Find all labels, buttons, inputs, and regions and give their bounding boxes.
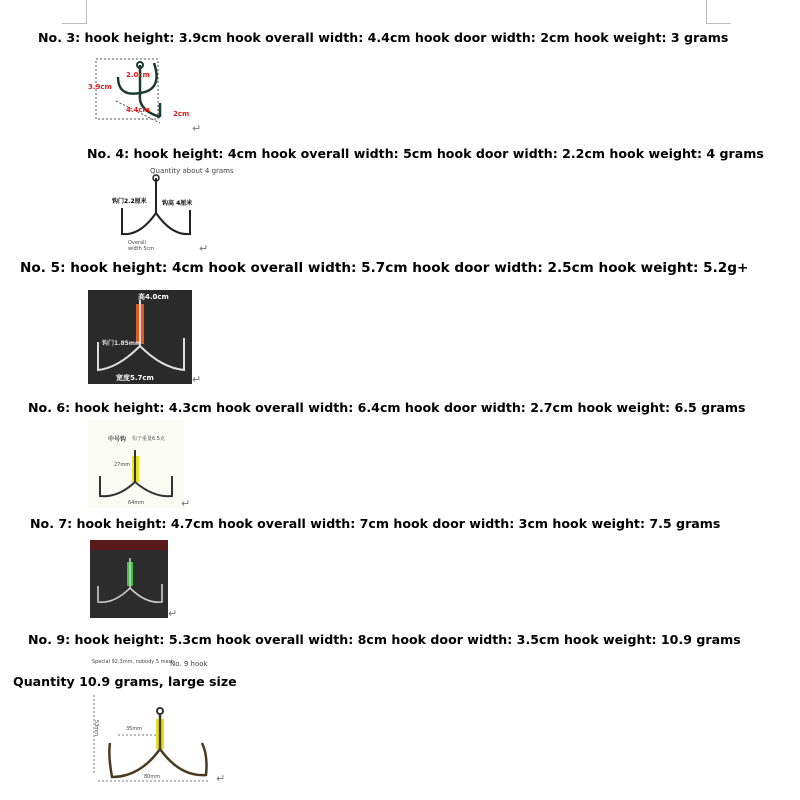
paragraph-mark: ↵: [199, 242, 209, 255]
paragraph-mark: ↵: [168, 607, 178, 620]
height-label: 高4.0cm: [138, 293, 169, 301]
hook-diagram: [88, 55, 196, 133]
height-label: 53mm: [93, 719, 100, 737]
hook-image-no3: [88, 55, 196, 133]
title-label: 中号钩: [108, 436, 127, 443]
weight-label: 钩子重量6.5克: [132, 436, 165, 442]
hook-spec-no6: No. 6: hook height: 4.3cm hook overall width: 6.4cm hook door width: 2.7cm hook weight: 6.5 grams: [28, 400, 746, 415]
hook-image-no5: [88, 290, 192, 384]
hook-diagram: [88, 420, 184, 508]
hook-spec-no7: No. 7: hook height: 4.7cm hook overall width: 7cm hook door width: 3cm hook weight: 7.5 grams: [30, 516, 721, 531]
hook-image-no4: [110, 168, 202, 252]
hook-spec-no3: No. 3: hook height: 3.9cm hook overall width: 4.4cm hook door width: 2cm hook weight: 3 grams: [38, 30, 729, 45]
weight-note: Quantity about 4 grams: [150, 167, 234, 175]
paragraph-mark: ↵: [216, 772, 226, 785]
paragraph-mark: ↵: [181, 497, 191, 510]
caption-label: Special 92.3mm, nobody 5 mesh: [92, 659, 175, 665]
height-label: 钩高 4厘米: [162, 200, 193, 207]
hook-spec-no5: No. 5: hook height: 4cm hook overall width: 5.7cm hook door width: 2.5cm hook weight: 5.2g+: [20, 260, 749, 276]
hook-diagram: [90, 540, 168, 618]
door-label: 35mm: [126, 726, 143, 732]
hook-diagram: [88, 290, 192, 384]
page-corner-mark-right: [706, 0, 731, 24]
hook-spec-no9: No. 9: hook height: 5.3cm hook overall width: 8cm hook door width: 3.5cm hook weight: 10.9 grams: [28, 632, 741, 647]
hook-spec-no4: No. 4: hook height: 4cm hook overall width: 5cm hook door width: 2.2cm hook weight: 4 grams: [87, 146, 764, 161]
title-label: No. 9 hook: [170, 660, 208, 668]
paragraph-mark: ↵: [192, 122, 202, 135]
width-label: 宽度5.7cm: [116, 374, 154, 382]
height-label: 3.9cm: [88, 83, 112, 91]
hook-image-no7: [90, 540, 168, 618]
quantity-note: Quantity 10.9 grams, large size: [13, 674, 237, 689]
bottom-note: Overall width 5cm: [128, 240, 155, 252]
gap-label: 2cm: [173, 110, 190, 118]
width-label: 4.4cm: [126, 106, 150, 114]
door-label: 2.0cm: [126, 71, 150, 79]
width-label: 64mm: [128, 500, 145, 506]
door-label: 钩门2.2厘米: [112, 198, 147, 205]
hook-image-no6: [88, 420, 184, 508]
width-label: 80mm: [144, 774, 161, 780]
door-label: 27mm: [114, 462, 131, 468]
door-label: 钩门1.85mm: [102, 340, 142, 347]
paragraph-mark: ↵: [192, 373, 202, 386]
page-corner-mark-left: [62, 0, 87, 24]
